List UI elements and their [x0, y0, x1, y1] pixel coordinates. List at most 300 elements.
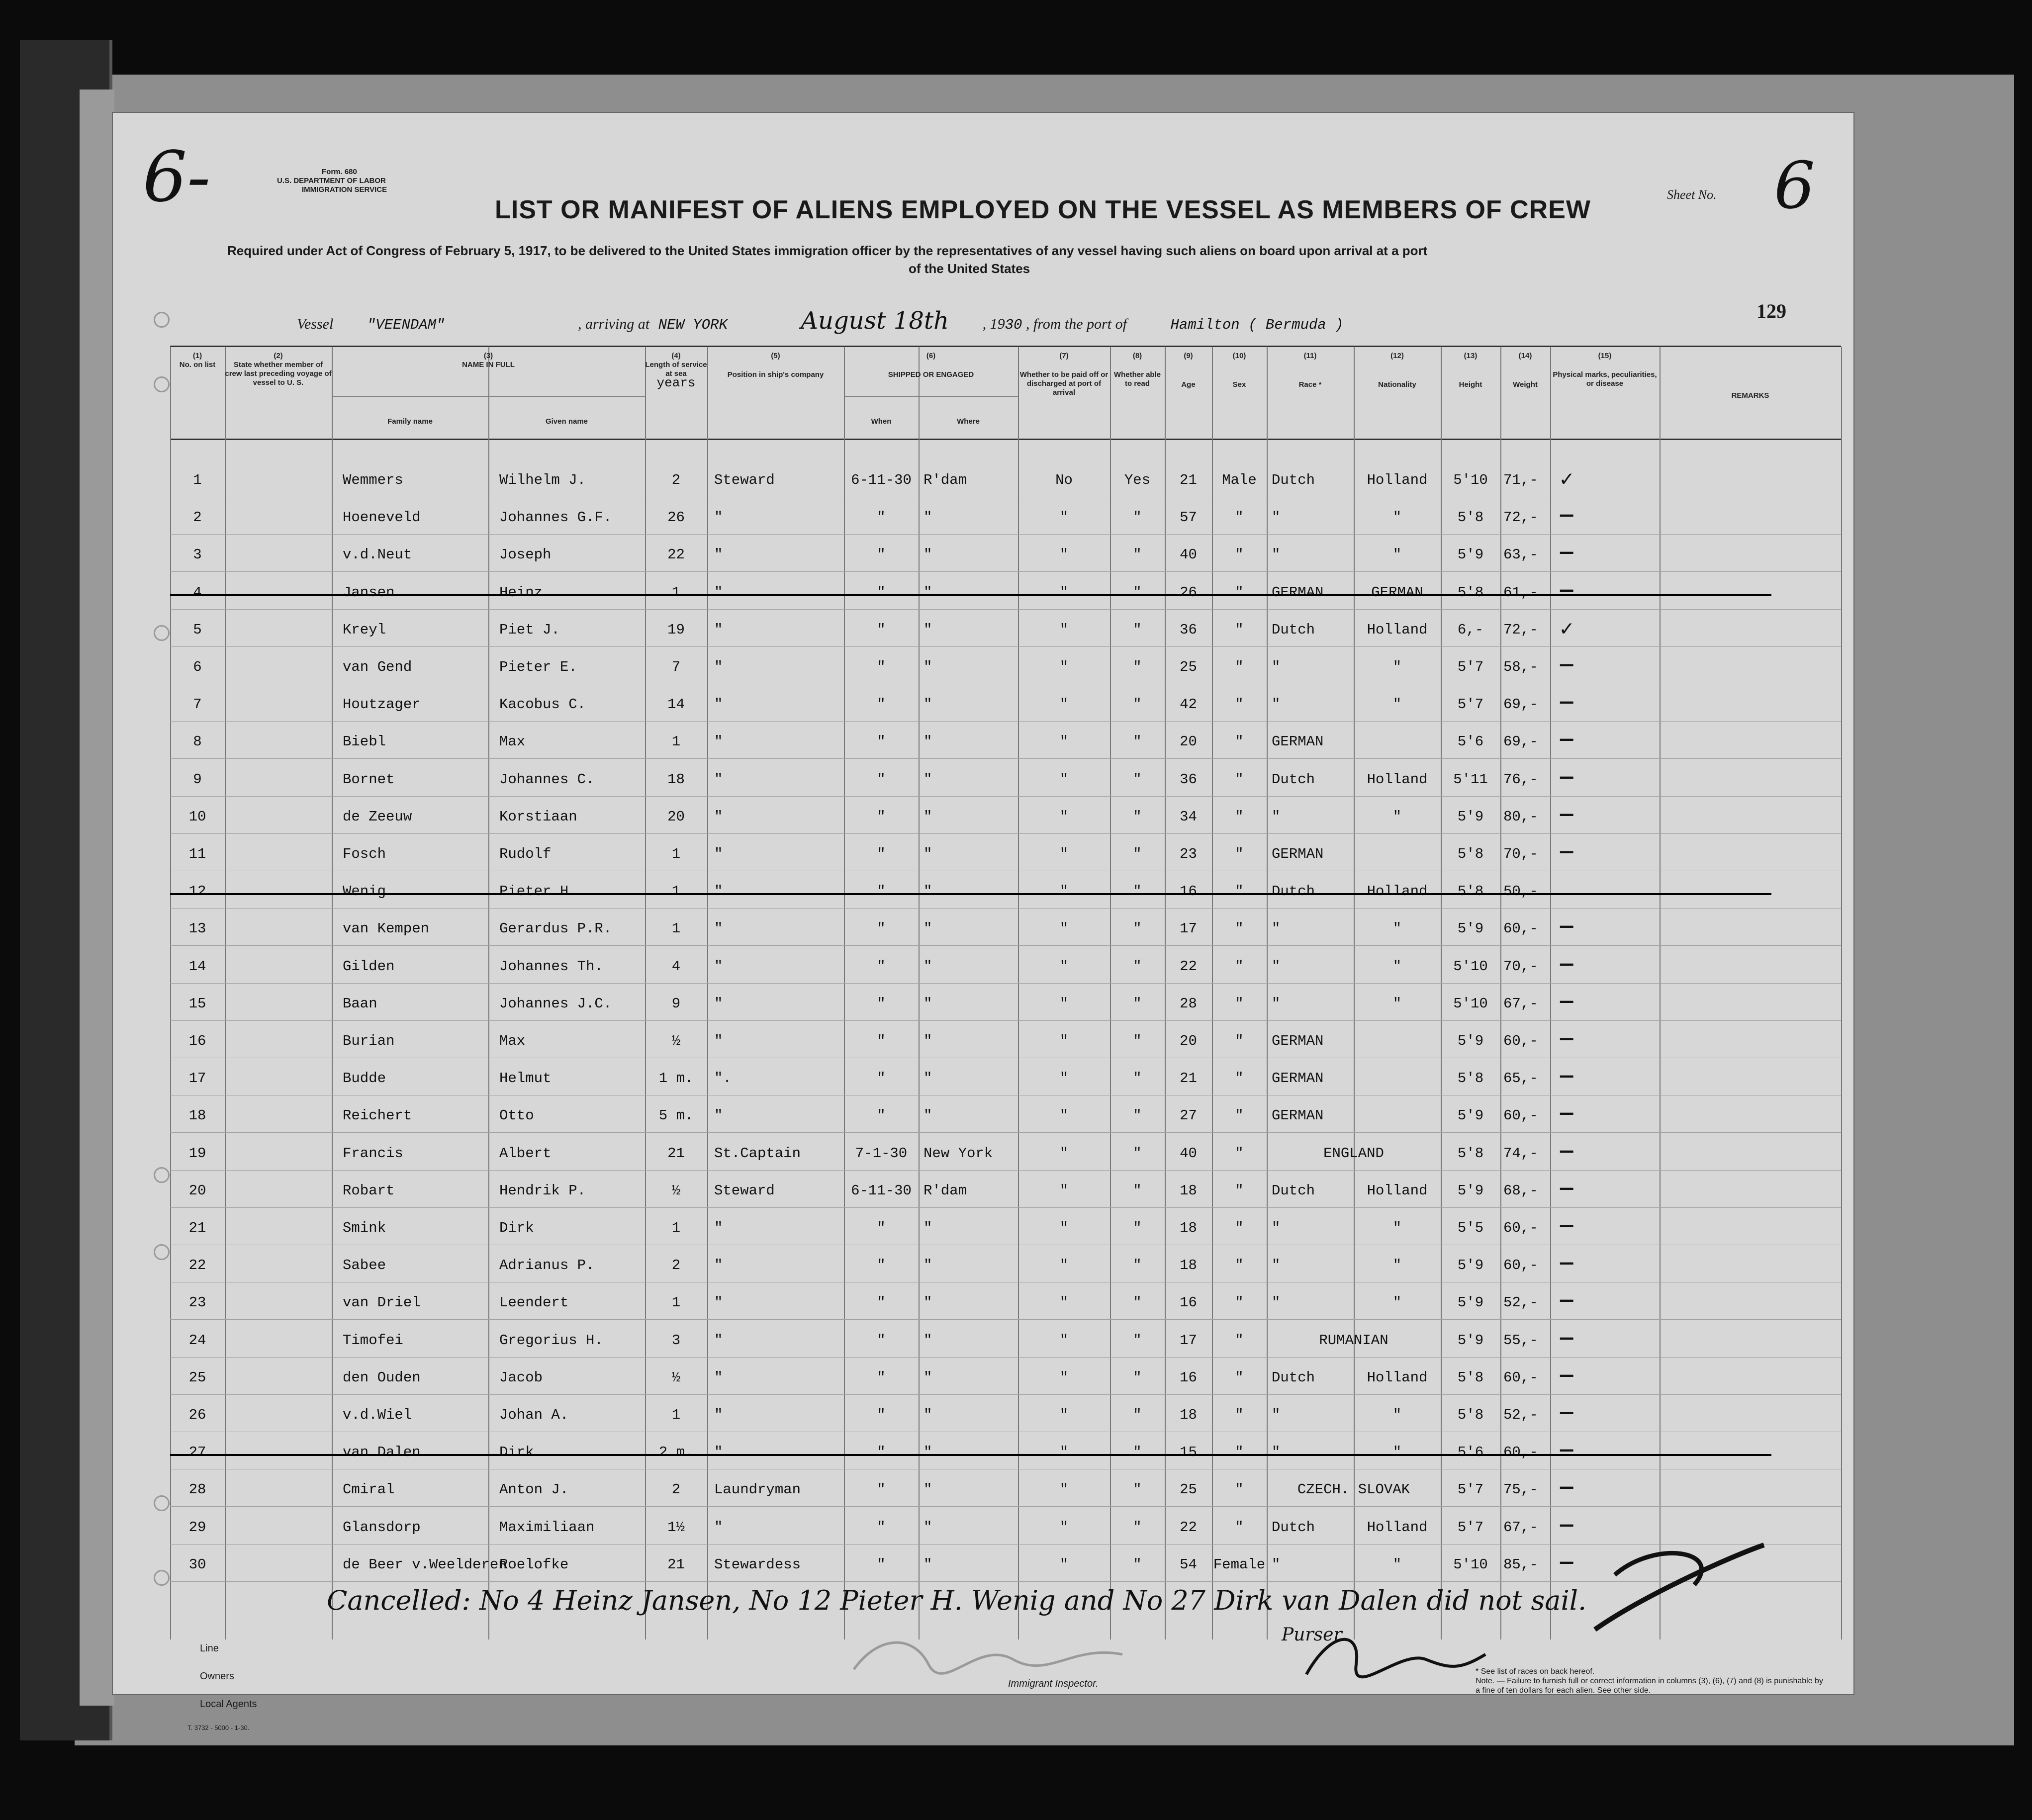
cell-paid: ": [1059, 1107, 1069, 1124]
cell-no: 28: [188, 1481, 206, 1498]
arrival-port: NEW YORK: [658, 317, 728, 333]
cell-weight: 70,-: [1503, 958, 1538, 975]
cell-no: 14: [188, 958, 206, 975]
cell-family: Houtzager: [343, 696, 421, 713]
cell-position: ": [714, 1407, 723, 1423]
cell-marks: ✓: [1560, 617, 1573, 642]
col-weight-header: (14) Weight: [1513, 352, 1538, 389]
cell-family: Hoeneveld: [343, 509, 421, 526]
cell-family: Burian: [343, 1033, 395, 1049]
inspector-signature: [849, 1630, 1127, 1679]
cell-marks: —: [1560, 1027, 1573, 1052]
cell-read: ": [1133, 920, 1142, 937]
cell-nat: Holland: [1367, 1519, 1428, 1536]
cell-where: ": [924, 1519, 932, 1536]
cell-where: ": [924, 621, 932, 638]
cell-when: ": [877, 883, 886, 900]
cell-nat: ": [1392, 1556, 1402, 1573]
cell-age: 20: [1180, 1033, 1197, 1049]
cell-marks: —: [1560, 1101, 1573, 1127]
cell-where: ": [924, 1294, 932, 1311]
cell-where: ": [924, 883, 932, 900]
cell-read: ": [1133, 546, 1142, 563]
cell-when: ": [877, 733, 886, 750]
cell-paid: ": [1059, 1033, 1069, 1049]
cell-no: 26: [188, 1407, 206, 1423]
cell-family: Kreyl: [343, 621, 386, 638]
cell-weight: 69,-: [1503, 696, 1538, 713]
cell-age: 23: [1180, 846, 1197, 862]
cell-no: 19: [188, 1145, 206, 1162]
cell-nat: ": [1392, 1220, 1402, 1236]
cell-read: ": [1133, 771, 1142, 788]
cell-family: Fosch: [343, 846, 386, 862]
cell-no: 22: [188, 1257, 206, 1274]
cell-position: ": [714, 1107, 723, 1124]
cell-when: ": [877, 808, 886, 825]
cell-age: 20: [1180, 733, 1197, 750]
cell-read: ": [1133, 958, 1142, 975]
cell-service: 21: [667, 1556, 685, 1573]
cell-height: 5'8: [1457, 883, 1484, 900]
cell-sex: ": [1235, 846, 1244, 862]
vessel-label: Vessel: [297, 316, 334, 332]
cell-race: ": [1272, 1556, 1281, 1573]
owners-label: Owners: [200, 1671, 234, 1682]
cell-when: ": [877, 1107, 886, 1124]
cell-nat: GERMAN: [1371, 584, 1423, 601]
cell-height: 5'9: [1457, 1332, 1484, 1349]
cell-age: 40: [1180, 1145, 1197, 1162]
col-family-header: Family name: [387, 417, 433, 426]
cell-read: ": [1133, 1556, 1142, 1573]
row-rule: [170, 534, 1841, 535]
punch-hole: [154, 1244, 170, 1260]
col-given-header: Given name: [545, 417, 588, 426]
cell-where: ": [924, 1220, 932, 1236]
cell-position: ": [714, 883, 723, 900]
cell-position: St.Captain: [714, 1145, 801, 1162]
cell-service: 14: [667, 696, 685, 713]
cell-service: 4: [671, 958, 681, 975]
cell-race: ": [1272, 995, 1281, 1012]
cell-given: Johannes C.: [499, 771, 595, 788]
cancel-strikethrough: [170, 594, 1771, 596]
cell-nat: ": [1392, 1294, 1402, 1311]
cell-race: Dutch: [1272, 621, 1315, 638]
cell-sex: Female: [1213, 1556, 1266, 1573]
cell-no: 16: [188, 1033, 206, 1049]
cell-where: ": [924, 733, 932, 750]
cell-race: ": [1272, 958, 1281, 975]
col-no-header: (1) No. on list: [179, 352, 216, 369]
cell-nat: ": [1392, 1444, 1402, 1461]
cell-age: 21: [1180, 1070, 1197, 1087]
col-where-header: Where: [957, 417, 980, 426]
cell-service: 9: [671, 995, 681, 1012]
cell-height: 5'8: [1457, 1369, 1484, 1386]
cell-position: ": [714, 1257, 723, 1274]
cell-given: Hendrik P.: [499, 1182, 586, 1199]
from-port: Hamilton ( Bermuda ): [1170, 317, 1344, 333]
cell-given: Leendert: [499, 1294, 569, 1311]
cell-read: ": [1133, 621, 1142, 638]
cell-weight: 67,-: [1503, 1519, 1538, 1536]
cell-no: 21: [188, 1220, 206, 1236]
cell-position: ": [714, 696, 723, 713]
cell-no: 17: [188, 1070, 206, 1087]
col-position-header: (5) Position in ship's company: [727, 352, 824, 379]
cell-where: New York: [924, 1145, 993, 1162]
cell-read: ": [1133, 1519, 1142, 1536]
cell-nat: ": [1392, 546, 1402, 563]
cell-given: Kacobus C.: [499, 696, 586, 713]
cell-race: ": [1272, 920, 1281, 937]
cell-service: 1: [671, 883, 681, 900]
cell-weight: 60,-: [1503, 1107, 1538, 1124]
cell-where: ": [924, 1481, 932, 1498]
cell-given: Gregorius H.: [499, 1332, 603, 1349]
cell-service: 1: [671, 920, 681, 937]
cell-race: Dutch: [1272, 472, 1315, 488]
fine-note: Note. — Failure to furnish full or correct information in columns (3), (6), (7) and (8) is punishable by a fine of ten dollars for each alien. See other side.: [1476, 1677, 1823, 1695]
large-check-mark: [1585, 1535, 1774, 1644]
cell-sex: ": [1235, 1332, 1244, 1349]
cell-service: 3: [671, 1332, 681, 1349]
cell-weight: 68,-: [1503, 1182, 1538, 1199]
cell-paid: ": [1059, 1444, 1069, 1461]
cell-marks: —: [1560, 503, 1573, 529]
page-subtitle: Required under Act of Congress of February 5, 1917, to be delivered to the United States immigration officer by the representatives of any vessel having such aliens on board upon arrival at a port: [227, 243, 1428, 258]
cell-given: Pieter H.: [499, 883, 577, 900]
cell-weight: 70,-: [1503, 846, 1538, 862]
cell-age: 27: [1180, 1107, 1197, 1124]
cell-sex: ": [1235, 958, 1244, 975]
cell-no: 27: [188, 1444, 206, 1461]
cell-no: 15: [188, 995, 206, 1012]
cell-sex: ": [1235, 1481, 1244, 1498]
cell-when: ": [877, 509, 886, 526]
cell-sex: ": [1235, 1070, 1244, 1087]
cell-service: 2: [671, 1257, 681, 1274]
cell-where: ": [924, 1107, 932, 1124]
cell-given: Jacob: [499, 1369, 543, 1386]
cell-sex: ": [1235, 883, 1244, 900]
col-shipped-header: (6) SHIPPED OR ENGAGED: [888, 352, 974, 379]
cell-where: ": [924, 1332, 932, 1349]
cell-position: ": [714, 546, 723, 563]
sheet-number: 6: [1774, 148, 1815, 223]
cell-service: 2: [671, 1481, 681, 1498]
cell-race: ": [1272, 808, 1281, 825]
cell-read: ": [1133, 808, 1142, 825]
cell-read: ": [1133, 1107, 1142, 1124]
cell-sex: ": [1235, 659, 1244, 675]
cell-weight: 55,-: [1503, 1332, 1538, 1349]
cell-paid: ": [1059, 696, 1069, 713]
cell-family: Gilden: [343, 958, 395, 975]
cell-position: ": [714, 771, 723, 788]
cell-read: ": [1133, 1481, 1142, 1498]
races-note: * See list of races on back hereof.: [1476, 1667, 1595, 1676]
cell-marks: —: [1560, 952, 1573, 977]
cell-weight: 60,-: [1503, 1257, 1538, 1274]
cell-service: 1: [671, 1294, 681, 1311]
cell-paid: ": [1059, 584, 1069, 601]
row-rule: [170, 1170, 1841, 1171]
cell-marks: —: [1560, 1438, 1573, 1463]
punch-hole: [154, 625, 170, 641]
cell-marks: —: [1560, 840, 1573, 865]
row-rule: [170, 945, 1841, 946]
cell-sex: Male: [1222, 472, 1257, 488]
cell-nat: ": [1392, 696, 1402, 713]
cell-sex: ": [1235, 920, 1244, 937]
cell-age: 22: [1180, 1519, 1197, 1536]
col-remarks-header: REMARKS: [1731, 391, 1769, 400]
cell-given: Helmut: [499, 1070, 552, 1087]
cell-where: ": [924, 846, 932, 862]
cell-age: 34: [1180, 808, 1197, 825]
cell-position: ": [714, 1294, 723, 1311]
cell-age: 15: [1180, 1444, 1197, 1461]
cell-no: 20: [188, 1182, 206, 1199]
cell-marks: —: [1560, 1401, 1573, 1426]
cell-given: Max: [499, 1033, 526, 1049]
cell-nat: Holland: [1367, 472, 1428, 488]
cell-family: Cmiral: [343, 1481, 395, 1498]
cell-weight: 52,-: [1503, 1407, 1538, 1423]
footer-labels: [200, 1635, 257, 1718]
cell-height: 5'8: [1457, 1070, 1484, 1087]
cell-age: 25: [1180, 659, 1197, 675]
cell-nat: ": [1392, 808, 1402, 825]
cell-given: Piet J.: [499, 621, 560, 638]
cell-where: ": [924, 1257, 932, 1274]
manifest-page: [112, 112, 1854, 1731]
cell-height: 5'6: [1457, 1444, 1484, 1461]
cell-age: 57: [1180, 509, 1197, 526]
table-top-rule: [170, 346, 1841, 347]
cell-read: ": [1133, 1070, 1142, 1087]
cell-where: ": [924, 958, 932, 975]
cell-service: 18: [667, 771, 685, 788]
cell-nat: ": [1392, 958, 1402, 975]
vessel-name: "VEENDAM": [367, 317, 445, 333]
cell-service: 1: [671, 733, 681, 750]
row-rule: [170, 646, 1841, 647]
cell-given: Roelofke: [499, 1556, 569, 1573]
cell-paid: ": [1059, 1519, 1069, 1536]
cell-marks: —: [1560, 1513, 1573, 1538]
cell-sex: ": [1235, 1182, 1244, 1199]
cell-where: ": [924, 1369, 932, 1386]
cell-given: Wilhelm J.: [499, 472, 586, 488]
cell-when: ": [877, 1481, 886, 1498]
cell-weight: 76,-: [1503, 771, 1538, 788]
cell-sex: ": [1235, 1294, 1244, 1311]
cell-height: 5'8: [1457, 509, 1484, 526]
cell-when: ": [877, 1220, 886, 1236]
row-rule: [170, 1506, 1841, 1507]
cell-sex: ": [1235, 621, 1244, 638]
cell-nat: ": [1392, 659, 1402, 675]
cell-no: 29: [188, 1519, 206, 1536]
cell-where: ": [924, 1444, 932, 1461]
cell-read: ": [1133, 509, 1142, 526]
cell-race: Dutch: [1272, 1369, 1315, 1386]
cell-given: Heinz: [499, 584, 543, 601]
cell-age: 17: [1180, 1332, 1197, 1349]
cell-paid: ": [1059, 546, 1069, 563]
cell-age: 36: [1180, 621, 1197, 638]
cell-paid: ": [1059, 846, 1069, 862]
cell-when: ": [877, 958, 886, 975]
cell-service: 19: [667, 621, 685, 638]
cell-paid: No: [1055, 472, 1073, 488]
cell-when: ": [877, 1519, 886, 1536]
col-sex-header: (10) Sex: [1232, 352, 1246, 389]
cell-race: GERMAN: [1272, 733, 1324, 750]
cell-height: 5'9: [1457, 1294, 1484, 1311]
cell-where: R'dam: [924, 472, 967, 488]
cell-read: ": [1133, 1257, 1142, 1274]
cell-race: ENGLAND: [1323, 1145, 1384, 1162]
cell-marks: —: [1560, 1475, 1573, 1501]
cell-race: ": [1272, 509, 1281, 526]
cell-position: ": [714, 1369, 723, 1386]
punch-hole: [154, 312, 170, 328]
cell-paid: ": [1059, 1257, 1069, 1274]
cell-position: Stewardess: [714, 1556, 801, 1573]
cancel-strikethrough: [170, 1454, 1771, 1456]
cell-marks: —: [1560, 1251, 1573, 1276]
cell-family: Reichert: [343, 1107, 412, 1124]
cell-given: Johannes G.F.: [499, 509, 612, 526]
cell-no: 9: [193, 771, 202, 788]
cell-paid: ": [1059, 1332, 1069, 1349]
cell-read: ": [1133, 1444, 1142, 1461]
col-when-header: When: [871, 417, 892, 426]
row-rule: [170, 1207, 1841, 1208]
cell-position: Laundryman: [714, 1481, 801, 1498]
cell-race: GERMAN: [1272, 846, 1324, 862]
col-read-header: (8) Whether able to read: [1113, 352, 1161, 388]
cell-no: 12: [188, 883, 206, 900]
cell-when: ": [877, 920, 886, 937]
cell-where: ": [924, 808, 932, 825]
cell-weight: 71,-: [1503, 472, 1538, 488]
cell-given: Otto: [499, 1107, 534, 1124]
cell-weight: 60,-: [1503, 1369, 1538, 1386]
cell-family: van Dalen: [343, 1444, 421, 1461]
col-name-header: (3) NAME IN FULL: [462, 352, 515, 369]
cell-where: ": [924, 1407, 932, 1423]
cell-position: ": [714, 1444, 723, 1461]
cell-position: ": [714, 1220, 723, 1236]
print-code: T. 3732 - 5000 - 1-30.: [187, 1724, 250, 1731]
cell-where: ": [924, 771, 932, 788]
cell-service: 7: [671, 659, 681, 675]
cell-weight: 58,-: [1503, 659, 1538, 675]
row-rule: [170, 721, 1841, 722]
cell-no: 30: [188, 1556, 206, 1573]
cell-height: 5'6: [1457, 733, 1484, 750]
cell-family: den Ouden: [343, 1369, 421, 1386]
cell-race: GERMAN: [1272, 1070, 1324, 1087]
cell-height: 5'9: [1457, 1257, 1484, 1274]
cell-race: ": [1272, 659, 1281, 675]
row-rule: [170, 908, 1841, 909]
cell-height: 5'9: [1457, 1182, 1484, 1199]
cell-where: ": [924, 995, 932, 1012]
cell-weight: 60,-: [1503, 1033, 1538, 1049]
cell-family: de Beer v.Weelderen: [343, 1556, 507, 1573]
cell-read: ": [1133, 1369, 1142, 1386]
cell-given: Pieter E.: [499, 659, 577, 675]
cell-position: ": [714, 584, 723, 601]
cell-sex: ": [1235, 995, 1244, 1012]
cell-service: 2: [671, 472, 681, 488]
col-nationality-header: (12) Nationality: [1378, 352, 1416, 389]
cell-race: CZECH. SLOVAK: [1297, 1481, 1410, 1498]
cell-position: ": [714, 1332, 723, 1349]
cell-marks: ✓: [1560, 468, 1573, 493]
cell-family: Wenig: [343, 883, 386, 900]
vessel-line: [297, 307, 1344, 335]
cell-service: ½: [671, 1033, 681, 1049]
cell-where: R'dam: [924, 1182, 967, 1199]
cell-height: 5'9: [1457, 920, 1484, 937]
cell-given: Dirk: [499, 1444, 534, 1461]
cell-paid: ": [1059, 509, 1069, 526]
cell-paid: ": [1059, 1145, 1069, 1162]
cell-service: 1: [671, 1407, 681, 1423]
cell-marks: —: [1560, 1176, 1573, 1201]
cell-service: 26: [667, 509, 685, 526]
row-rule: [170, 1132, 1841, 1133]
punch-hole: [154, 376, 170, 392]
col-crew-header: (2) State whether member of crew last preceding voyage of vessel to U. S.: [225, 352, 332, 387]
cell-family: van Gend: [343, 659, 412, 675]
row-rule: [170, 571, 1841, 572]
cell-age: 18: [1180, 1257, 1197, 1274]
cell-no: 13: [188, 920, 206, 937]
cell-given: Johan A.: [499, 1407, 569, 1423]
cell-service: 1 m.: [658, 1070, 694, 1087]
cell-position: ": [714, 1033, 723, 1049]
cell-read: ": [1133, 696, 1142, 713]
cell-family: v.d.Wiel: [343, 1407, 412, 1423]
cell-marks: —: [1560, 802, 1573, 827]
cell-position: ": [714, 846, 723, 862]
cell-family: v.d.Neut: [343, 546, 412, 563]
cell-no: 4: [193, 584, 202, 601]
cell-where: ": [924, 1070, 932, 1087]
cell-sex: ": [1235, 1407, 1244, 1423]
cell-weight: 72,-: [1503, 509, 1538, 526]
row-rule: [170, 1357, 1841, 1358]
cell-paid: ": [1059, 1407, 1069, 1423]
page-subtitle-2: of the United States: [909, 261, 1030, 276]
cell-given: Maximiliaan: [499, 1519, 595, 1536]
col-paid-header: (7) Whether to be paid off or discharged at port of arrival: [1019, 352, 1108, 397]
cell-given: Gerardus P.R.: [499, 920, 612, 937]
cell-family: Budde: [343, 1070, 386, 1087]
cell-weight: 63,-: [1503, 546, 1538, 563]
cell-age: 17: [1180, 920, 1197, 937]
cell-height: 5'9: [1457, 546, 1484, 563]
